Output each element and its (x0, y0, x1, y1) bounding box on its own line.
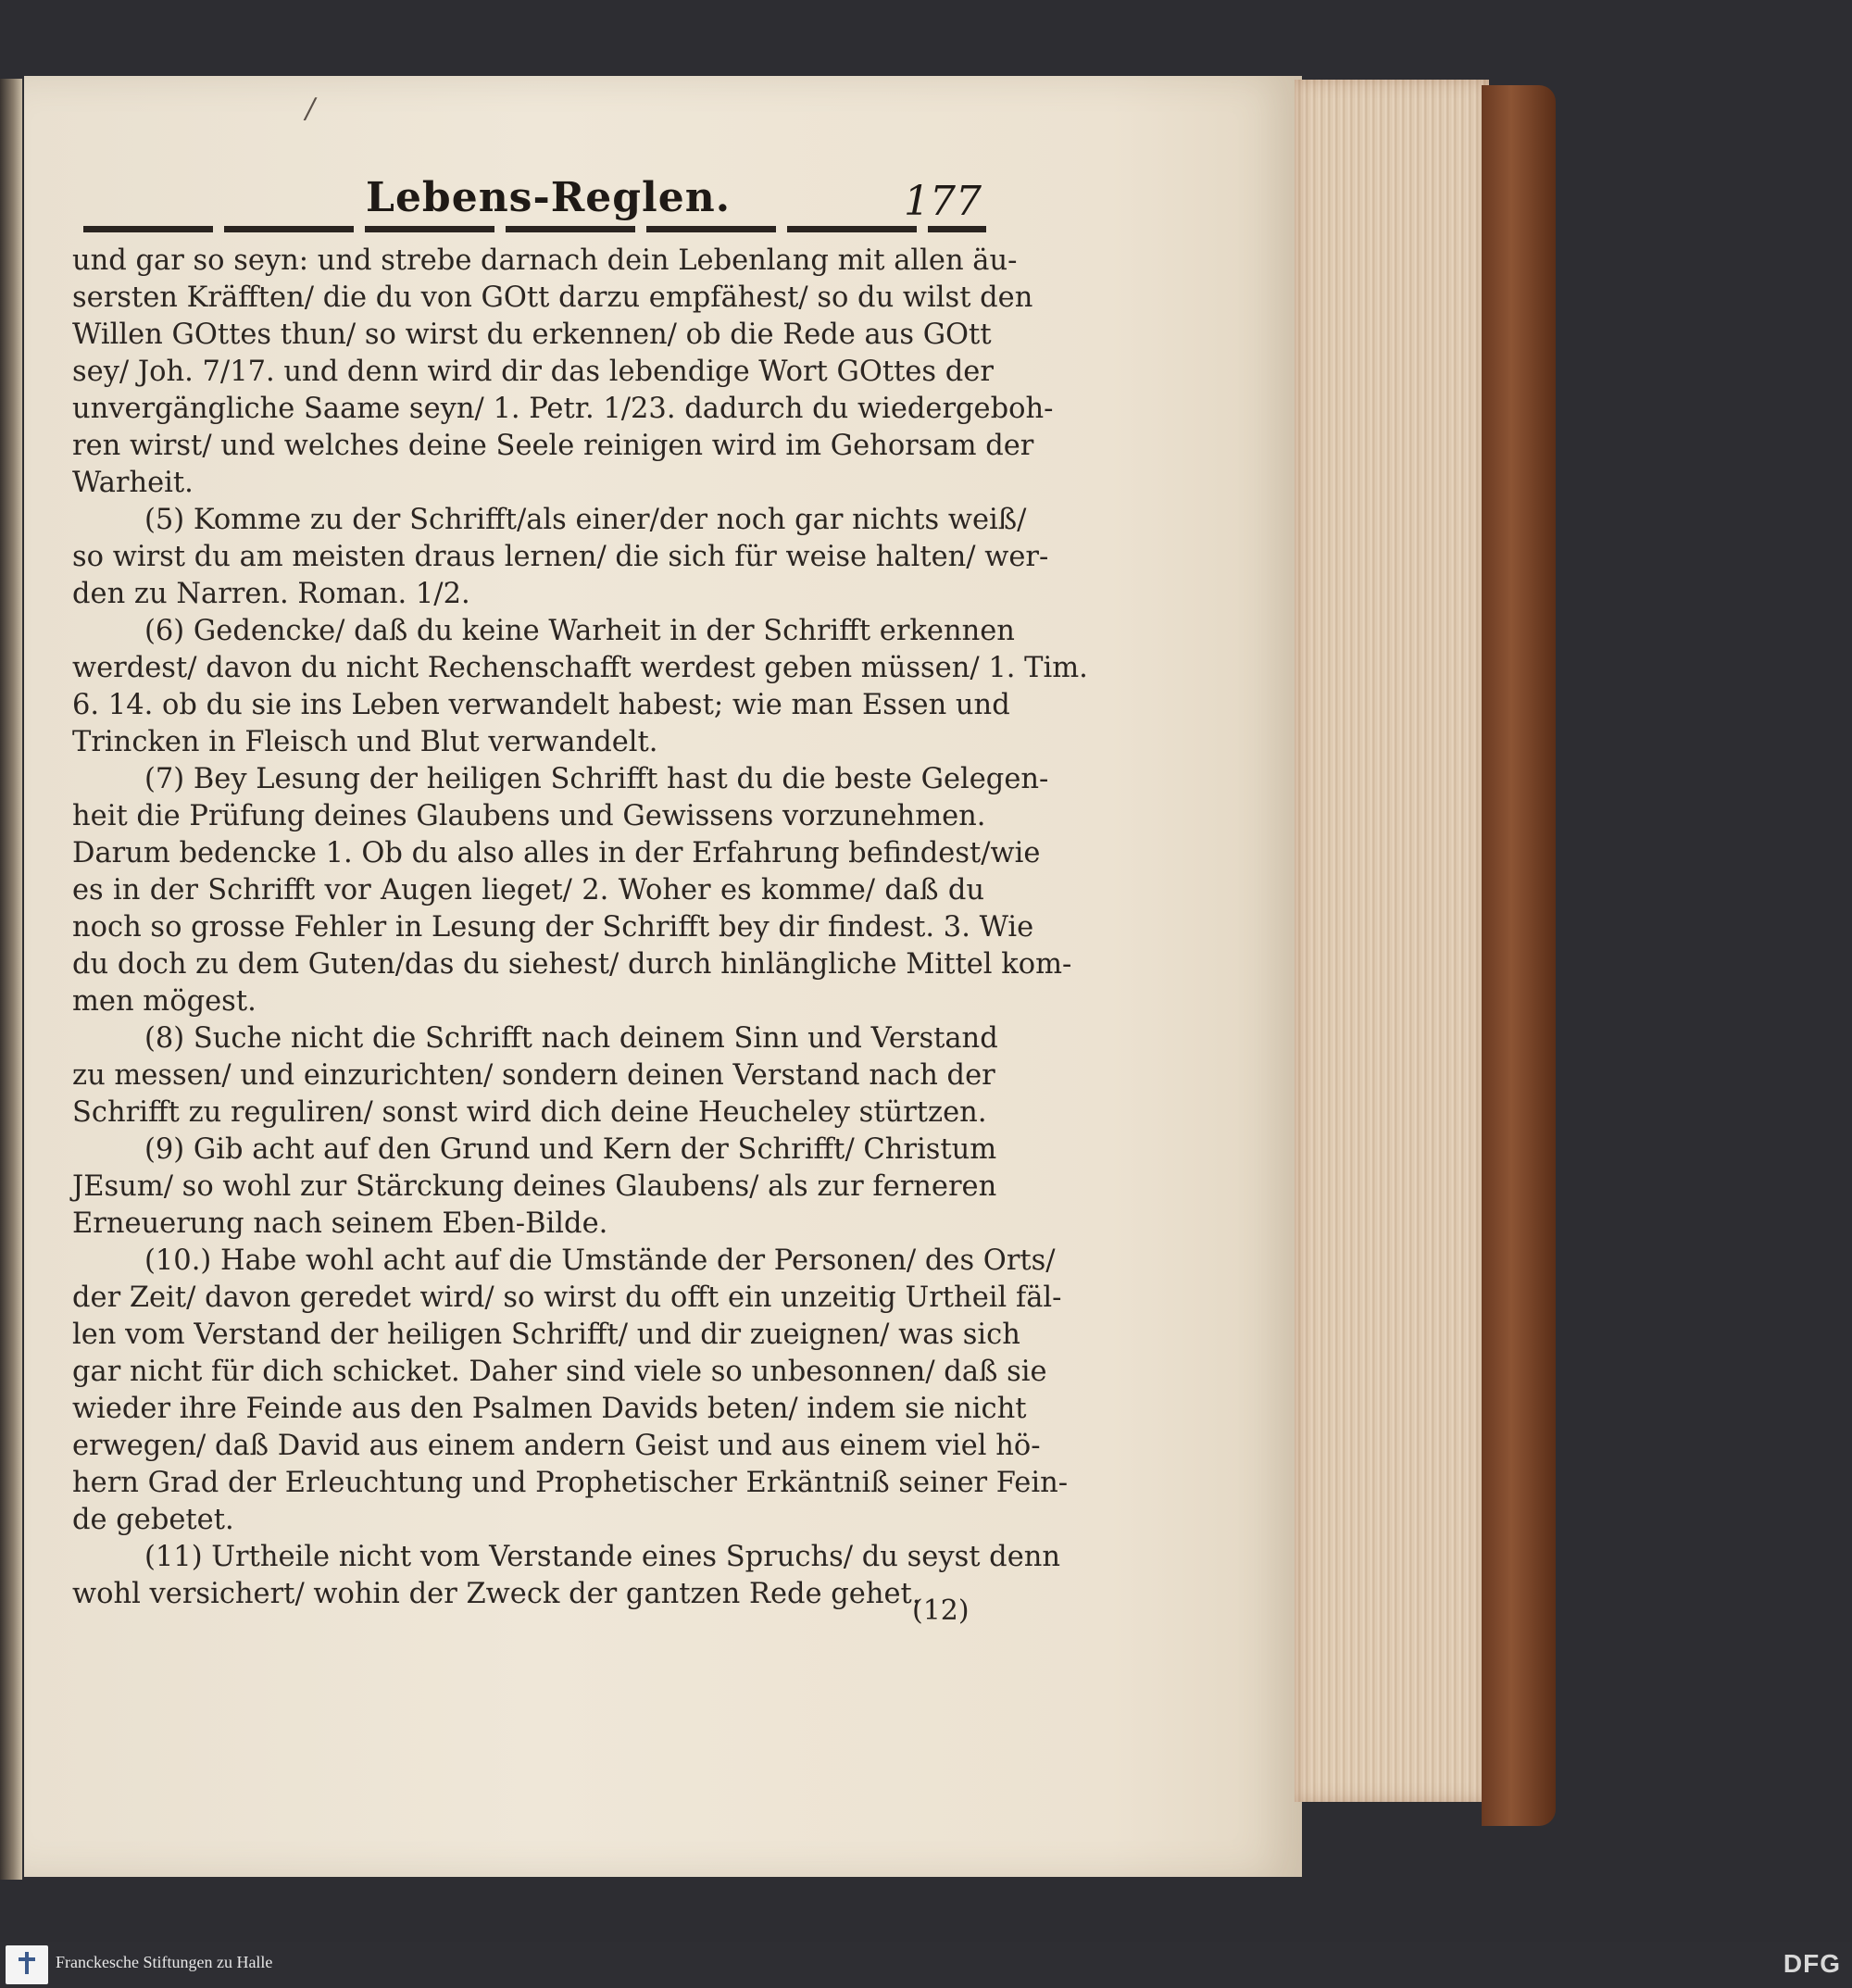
text-line: sersten Kräfften/ die du von GOtt darzu empfähest/ so du wilst den (72, 281, 1033, 314)
text-line: len vom Verstand der heiligen Schrifft/ und dir zueignen/ was sich (72, 1319, 1020, 1351)
text-line: noch so grosse Fehler in Lesung der Schrifft bey dir findest. 3. Wie (72, 911, 1034, 944)
text-line: (8) Suche nicht die Schrifft nach deinem Sinn und Verstand (144, 1022, 998, 1055)
text-line: Erneuerung nach seinem Eben-Bilde. (72, 1207, 608, 1240)
dfg-logo[interactable]: DFG (1783, 1949, 1841, 1978)
text-line: hern Grad der Erleuchtung und Prophetischer Erkäntniß seiner Fein- (72, 1467, 1069, 1499)
text-line: (9) Gib acht auf den Grund und Kern der Schrifft/ Christum (144, 1133, 997, 1166)
text-line: ren wirst/ und welches deine Seele reinigen wird im Gehorsam der (72, 430, 1034, 462)
text-block (72, 243, 1088, 1613)
text-line: und gar so seyn: und strebe darnach dein Lebenlang mit allen äu- (72, 244, 1018, 277)
text-line: (5) Komme zu der Schrifft/als einer/der noch gar nichts weiß/ (144, 504, 1027, 536)
text-line: heit die Prüfung deines Glaubens und Gewissens vorzunehmen. (72, 800, 986, 832)
tower-icon (18, 1952, 36, 1974)
text-line: Darum bedencke 1. Ob du also alles in der Erfahrung befindest/wie (72, 837, 1041, 869)
text-line: (7) Bey Lesung der heiligen Schrifft hast du die beste Gelegen- (144, 763, 1049, 795)
text-line: (6) Gedencke/ daß du keine Warheit in der Schrifft erkennen (144, 615, 1015, 647)
text-line: Schrifft zu reguliren/ sonst wird dich deine Heucheley stürtzen. (72, 1096, 987, 1129)
page-number: 177 (904, 178, 982, 225)
text-line: 6. 14. ob du sie ins Leben verwandelt habest; wie man Essen und (72, 689, 1010, 721)
head-rule (83, 226, 986, 232)
running-head (65, 174, 982, 230)
institution-logo-icon[interactable] (6, 1945, 48, 1984)
text-line: zu messen/ und einzurichten/ sondern deinen Verstand nach der (72, 1059, 995, 1092)
text-line: du doch zu dem Guten/das du siehest/ durch hinlängliche Mittel kom- (72, 948, 1072, 981)
page-block-edges (1295, 80, 1489, 1802)
text-line: Willen GOttes thun/ so wirst du erkennen/ ob die Rede aus GOtt (72, 319, 992, 351)
viewer-footer (0, 1942, 1852, 1988)
text-line: erwegen/ daß David aus einem andern Geist und aus einem viel hö- (72, 1430, 1041, 1462)
text-line: men mögest. (72, 985, 257, 1018)
text-line: der Zeit/ davon geredet wird/ so wirst du offt ein unzeitig Urtheil fäl- (72, 1282, 1062, 1314)
catchword: (12) (912, 1594, 970, 1627)
text-line: (10.) Habe wohl acht auf die Umstände der Personen/ des Orts/ (144, 1244, 1056, 1277)
text-line: gar nicht für dich schicket. Daher sind viele so unbesonnen/ daß sie (72, 1356, 1047, 1388)
text-line: wohl versichert/ wohin der Zweck der gantzen Rede gehet. (72, 1578, 921, 1610)
text-line: es in der Schrifft vor Augen lieget/ 2. Woher es komme/ daß du (72, 874, 984, 906)
institution-name[interactable]: Franckesche Stiftungen zu Halle (56, 1953, 273, 1971)
text-line: wieder ihre Feinde aus den Psalmen Davids beten/ indem sie nicht (72, 1393, 1027, 1425)
text-line: den zu Narren. Roman. 1/2. (72, 578, 470, 610)
left-page-edge (0, 79, 22, 1880)
text-line: JEsum/ so wohl zur Stärckung deines Glaubens/ als zur ferneren (72, 1170, 997, 1203)
text-line: Trincken in Fleisch und Blut verwandelt. (72, 726, 658, 758)
text-line: (11) Urtheile nicht vom Verstande eines Spruchs/ du seyst denn (144, 1541, 1061, 1573)
margin-mark: / (306, 93, 316, 125)
text-line: werdest/ davon du nicht Rechenschafft werdest geben müssen/ 1. Tim. (72, 652, 1088, 684)
text-line: so wirst du am meisten draus lernen/ die sich für weise halten/ wer- (72, 541, 1049, 573)
running-head-title: Lebens-Reglen. (366, 174, 732, 221)
text-line: de gebetet. (72, 1504, 234, 1536)
text-line: unvergängliche Saame seyn/ 1. Petr. 1/23. dadurch du wiedergeboh- (72, 393, 1054, 425)
text-line: Warheit. (72, 467, 194, 499)
book-cover (1482, 85, 1556, 1826)
text-line: sey/ Joh. 7/17. und denn wird dir das lebendige Wort GOttes der (72, 356, 994, 388)
